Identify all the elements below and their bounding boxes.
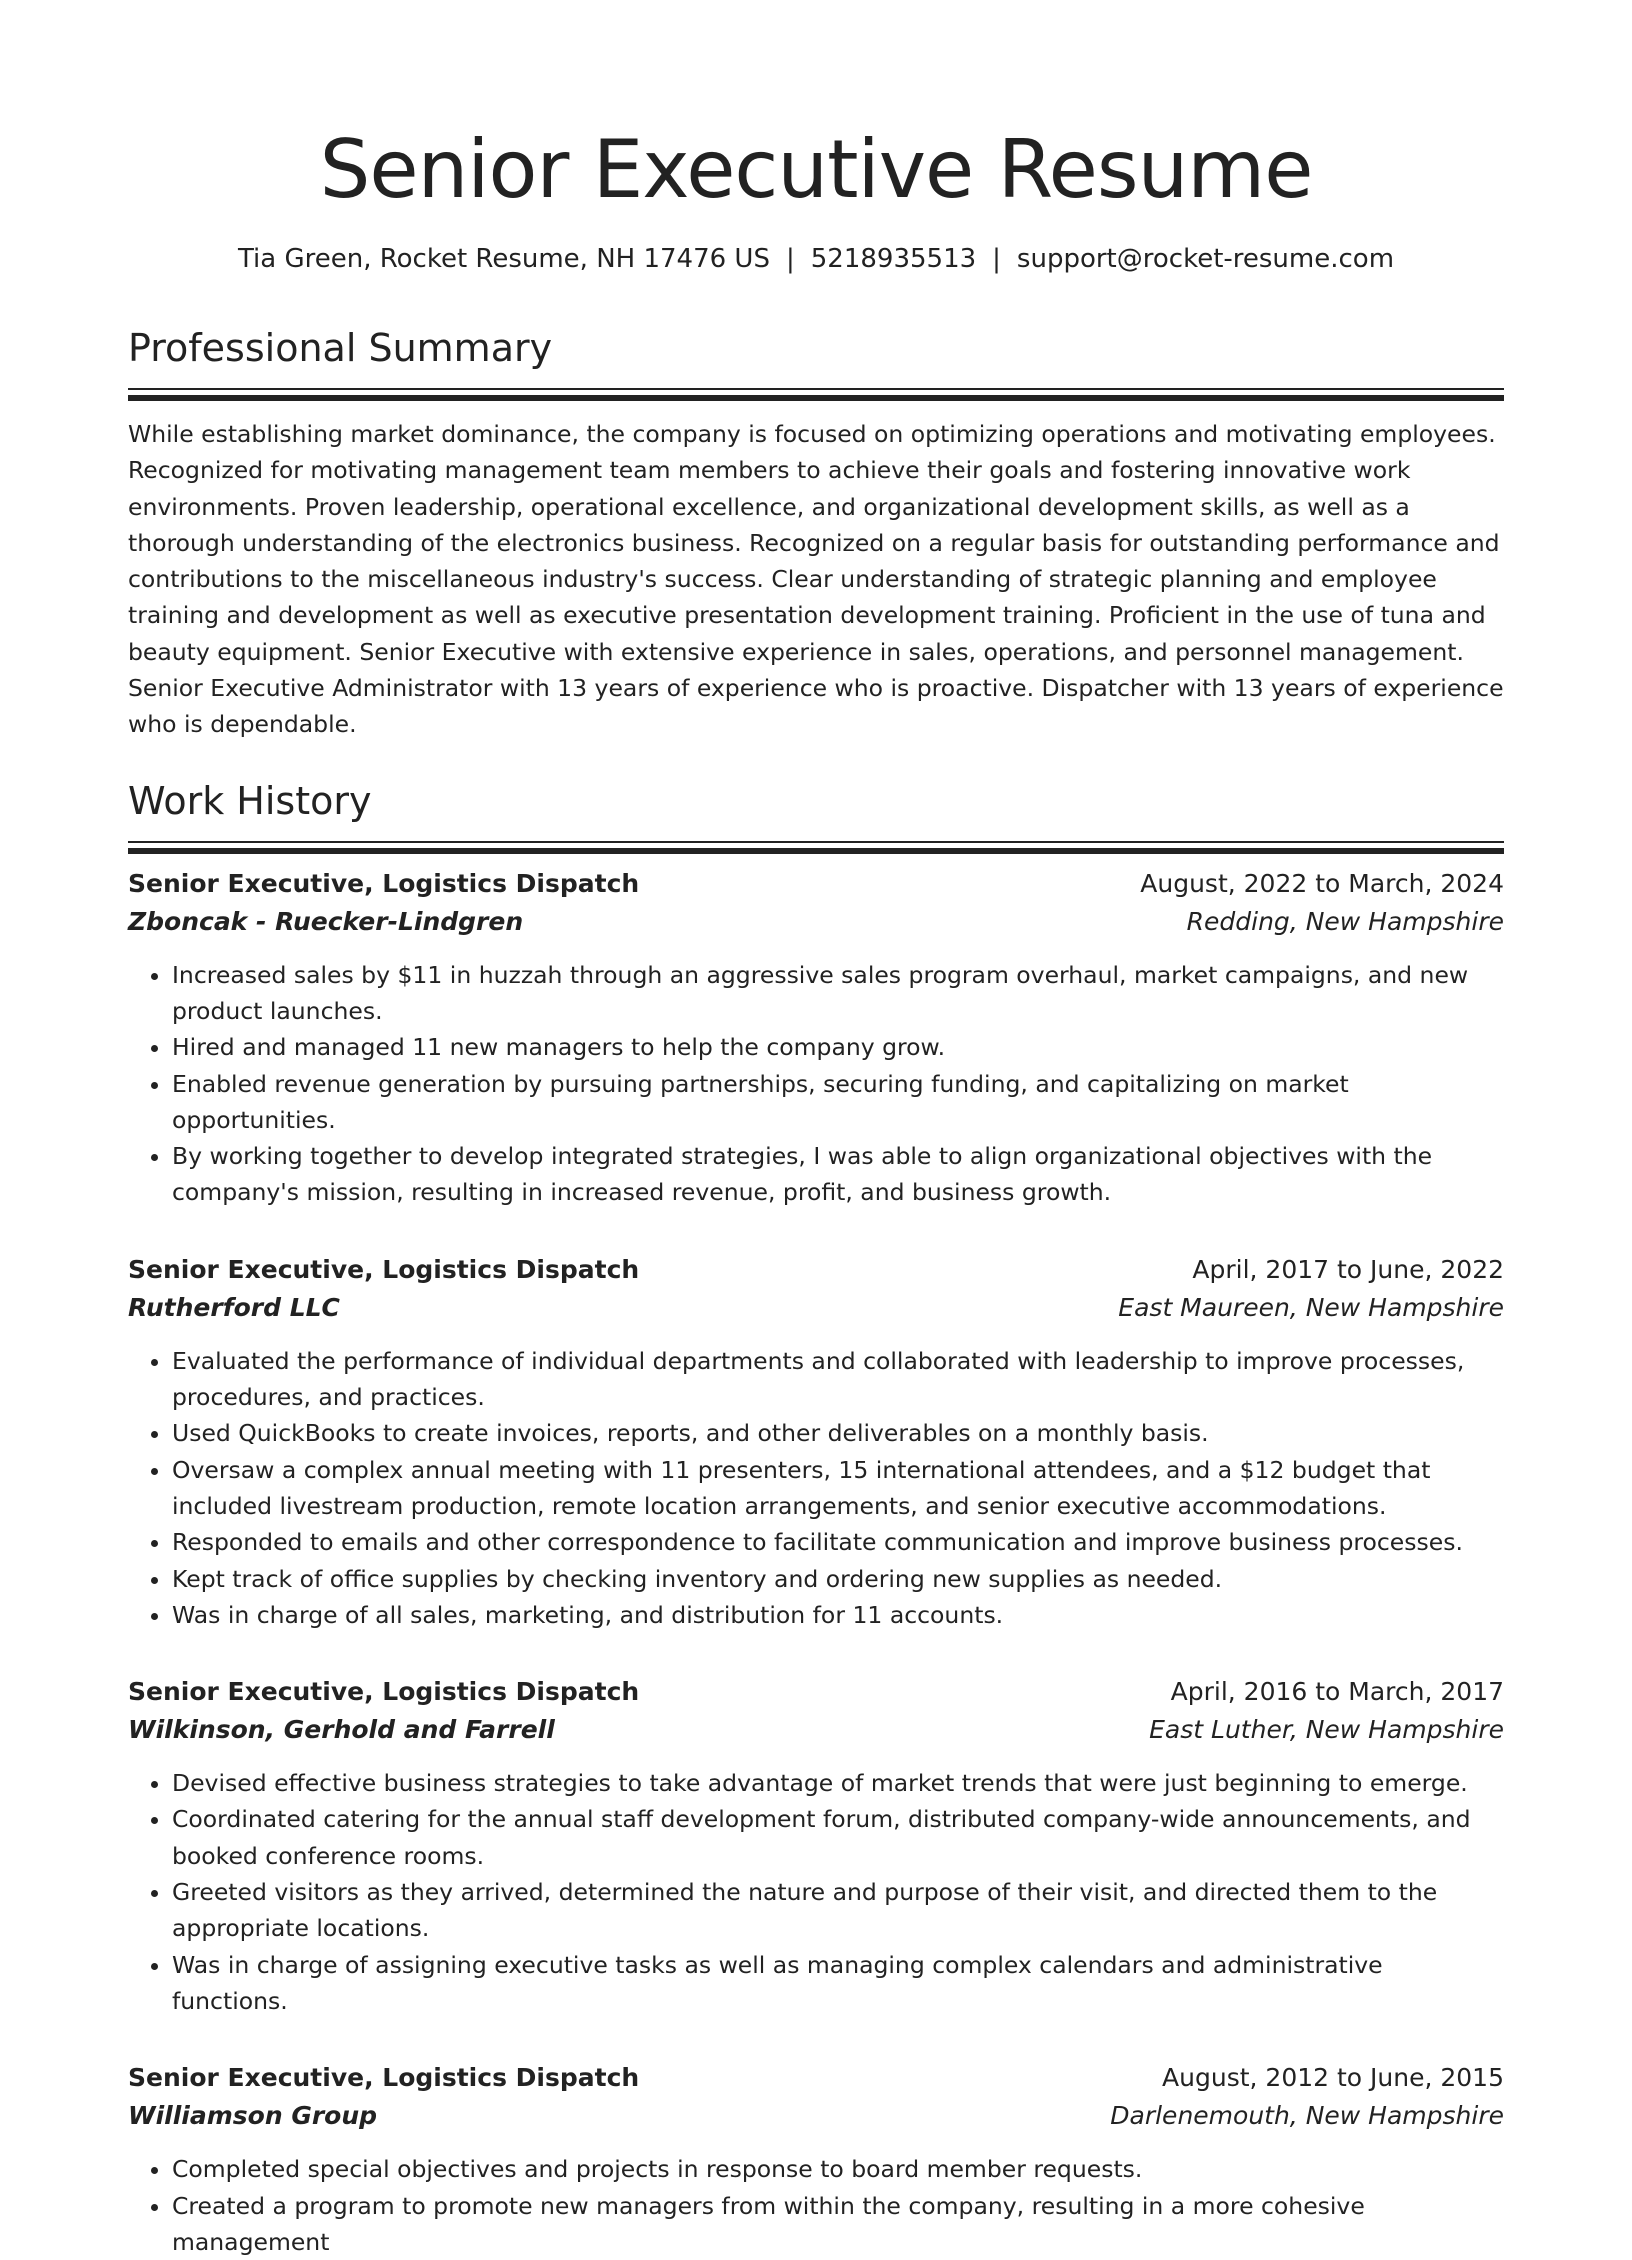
job-bullet: • Used QuickBooks to create invoices, reports, and other deliverables on a monthly basis. <box>172 1415 1504 1451</box>
job-bullet-list <box>128 2151 1504 2260</box>
job-bullet: • Coordinated catering for the annual staff development forum, distributed company-wide announcements, and booked conference rooms. <box>172 1801 1504 1874</box>
job-bullet: • Devised effective business strategies to take advantage of market trends that were just beginning to emerge. <box>172 1765 1504 1801</box>
job-bullet: • Completed special objectives and projects in response to board member requests. <box>172 2151 1504 2187</box>
contact-phone: 5218935513 <box>811 244 976 274</box>
job-bullet: • Kept track of office supplies by checking inventory and ordering new supplies as needed. <box>172 1561 1504 1597</box>
job-location: East Maureen, New Hampshire <box>1118 1289 1504 1327</box>
job-company: Rutherford LLC <box>128 1289 340 1327</box>
contact-line <box>128 242 1504 276</box>
job-dates: August, 2022 to March, 2024 <box>1140 865 1504 903</box>
section-heading-summary: Professional Summary <box>128 324 1504 372</box>
job-bullet: • Increased sales by $11 in huzzah through an aggressive sales program overhaul, market campaigns, and new product launches. <box>172 957 1504 1030</box>
job-company-row <box>128 903 1504 941</box>
job-bullet: • Responded to emails and other correspondence to facilitate communication and improve business processes. <box>172 1524 1504 1560</box>
job-entry <box>128 865 1504 1211</box>
job-bullet: • Was in charge of all sales, marketing, and distribution for 11 accounts. <box>172 1597 1504 1633</box>
job-bullet: • Oversaw a complex annual meeting with 11 presenters, 15 international attendees, and a $12 budget that included livestream production, remote location arrangements, and senior executive accommodations. <box>172 1452 1504 1525</box>
job-bullet: • By working together to develop integrated strategies, I was able to align organizational objectives with the company's mission, resulting in increased revenue, profit, and business growth. <box>172 1138 1504 1211</box>
work-history-section <box>128 777 1504 2260</box>
summary-paragraph: While establishing market dominance, the company is focused on optimizing operations and motivating employees. Recognized for motivating management team members to achieve their goals and fostering innovative work environments. Proven leadership, operational excellence, and organizational development skills, as well as a thorough understanding of the electronics business. Recognized on a regular basis for outstanding performance and contributions to the miscellaneous industry's success. Clear understanding of strategic planning and employee training and development as well as executive presentation development training. Proficient in the use of tuna and beauty equipment. Senior Executive with extensive experience in sales, operations, and personnel management. Senior Executive Administrator with 13 years of experience who is proactive. Dispatcher with 13 years of experience who is dependable. <box>128 416 1504 743</box>
job-header-row <box>128 1673 1504 1711</box>
section-divider <box>128 388 1504 390</box>
contact-separator: | <box>992 242 1001 276</box>
job-bullet: • Greeted visitors as they arrived, determined the nature and purpose of their visit, and directed them to the appropriate locations. <box>172 1874 1504 1947</box>
job-header-row <box>128 865 1504 903</box>
resume-page <box>128 0 1504 2260</box>
job-company-row <box>128 2097 1504 2135</box>
job-company-row <box>128 1711 1504 1749</box>
job-bullet-list <box>128 957 1504 1211</box>
job-entry <box>128 2059 1504 2260</box>
job-bullet-list <box>128 1343 1504 1633</box>
job-location: East Luther, New Hampshire <box>1149 1711 1504 1749</box>
job-bullet: • Hired and managed 11 new managers to help the company grow. <box>172 1029 1504 1065</box>
section-heading-work-history: Work History <box>128 777 1504 825</box>
job-dates: April, 2017 to June, 2022 <box>1192 1251 1504 1289</box>
job-company: Williamson Group <box>128 2097 377 2135</box>
job-title: Senior Executive, Logistics Dispatch <box>128 865 639 903</box>
job-location: Darlenemouth, New Hampshire <box>1110 2097 1504 2135</box>
job-header-row <box>128 1251 1504 1289</box>
professional-summary-section <box>128 324 1504 743</box>
job-bullet: • Enabled revenue generation by pursuing partnerships, securing funding, and capitalizing on market opportunities. <box>172 1066 1504 1139</box>
job-title: Senior Executive, Logistics Dispatch <box>128 1673 639 1711</box>
job-location: Redding, New Hampshire <box>1187 903 1504 941</box>
job-title: Senior Executive, Logistics Dispatch <box>128 1251 639 1289</box>
job-bullet: • Evaluated the performance of individual departments and collaborated with leadership to improve processes, procedures, and practices. <box>172 1343 1504 1416</box>
job-list <box>128 865 1504 2260</box>
job-bullet-list <box>128 1765 1504 2019</box>
job-bullet: • Was in charge of assigning executive tasks as well as managing complex calendars and administrative functions. <box>172 1947 1504 2020</box>
job-company-row <box>128 1289 1504 1327</box>
contact-address: Tia Green, Rocket Resume, NH 17476 US <box>238 244 770 274</box>
job-entry <box>128 1251 1504 1633</box>
job-company: Wilkinson, Gerhold and Farrell <box>128 1711 555 1749</box>
job-company: Zboncak - Ruecker-Lindgren <box>128 903 523 941</box>
job-header-row <box>128 2059 1504 2097</box>
job-title: Senior Executive, Logistics Dispatch <box>128 2059 639 2097</box>
contact-email[interactable]: support@rocket-resume.com <box>1017 244 1394 274</box>
section-divider <box>128 841 1504 843</box>
contact-separator: | <box>786 242 795 276</box>
job-bullet: • Created a program to promote new managers from within the company, resulting in a more cohesive management <box>172 2188 1504 2260</box>
job-dates: August, 2012 to June, 2015 <box>1162 2059 1504 2097</box>
job-dates: April, 2016 to March, 2017 <box>1171 1673 1504 1711</box>
resume-title: Senior Executive Resume <box>128 120 1504 220</box>
job-entry <box>128 1673 1504 2019</box>
